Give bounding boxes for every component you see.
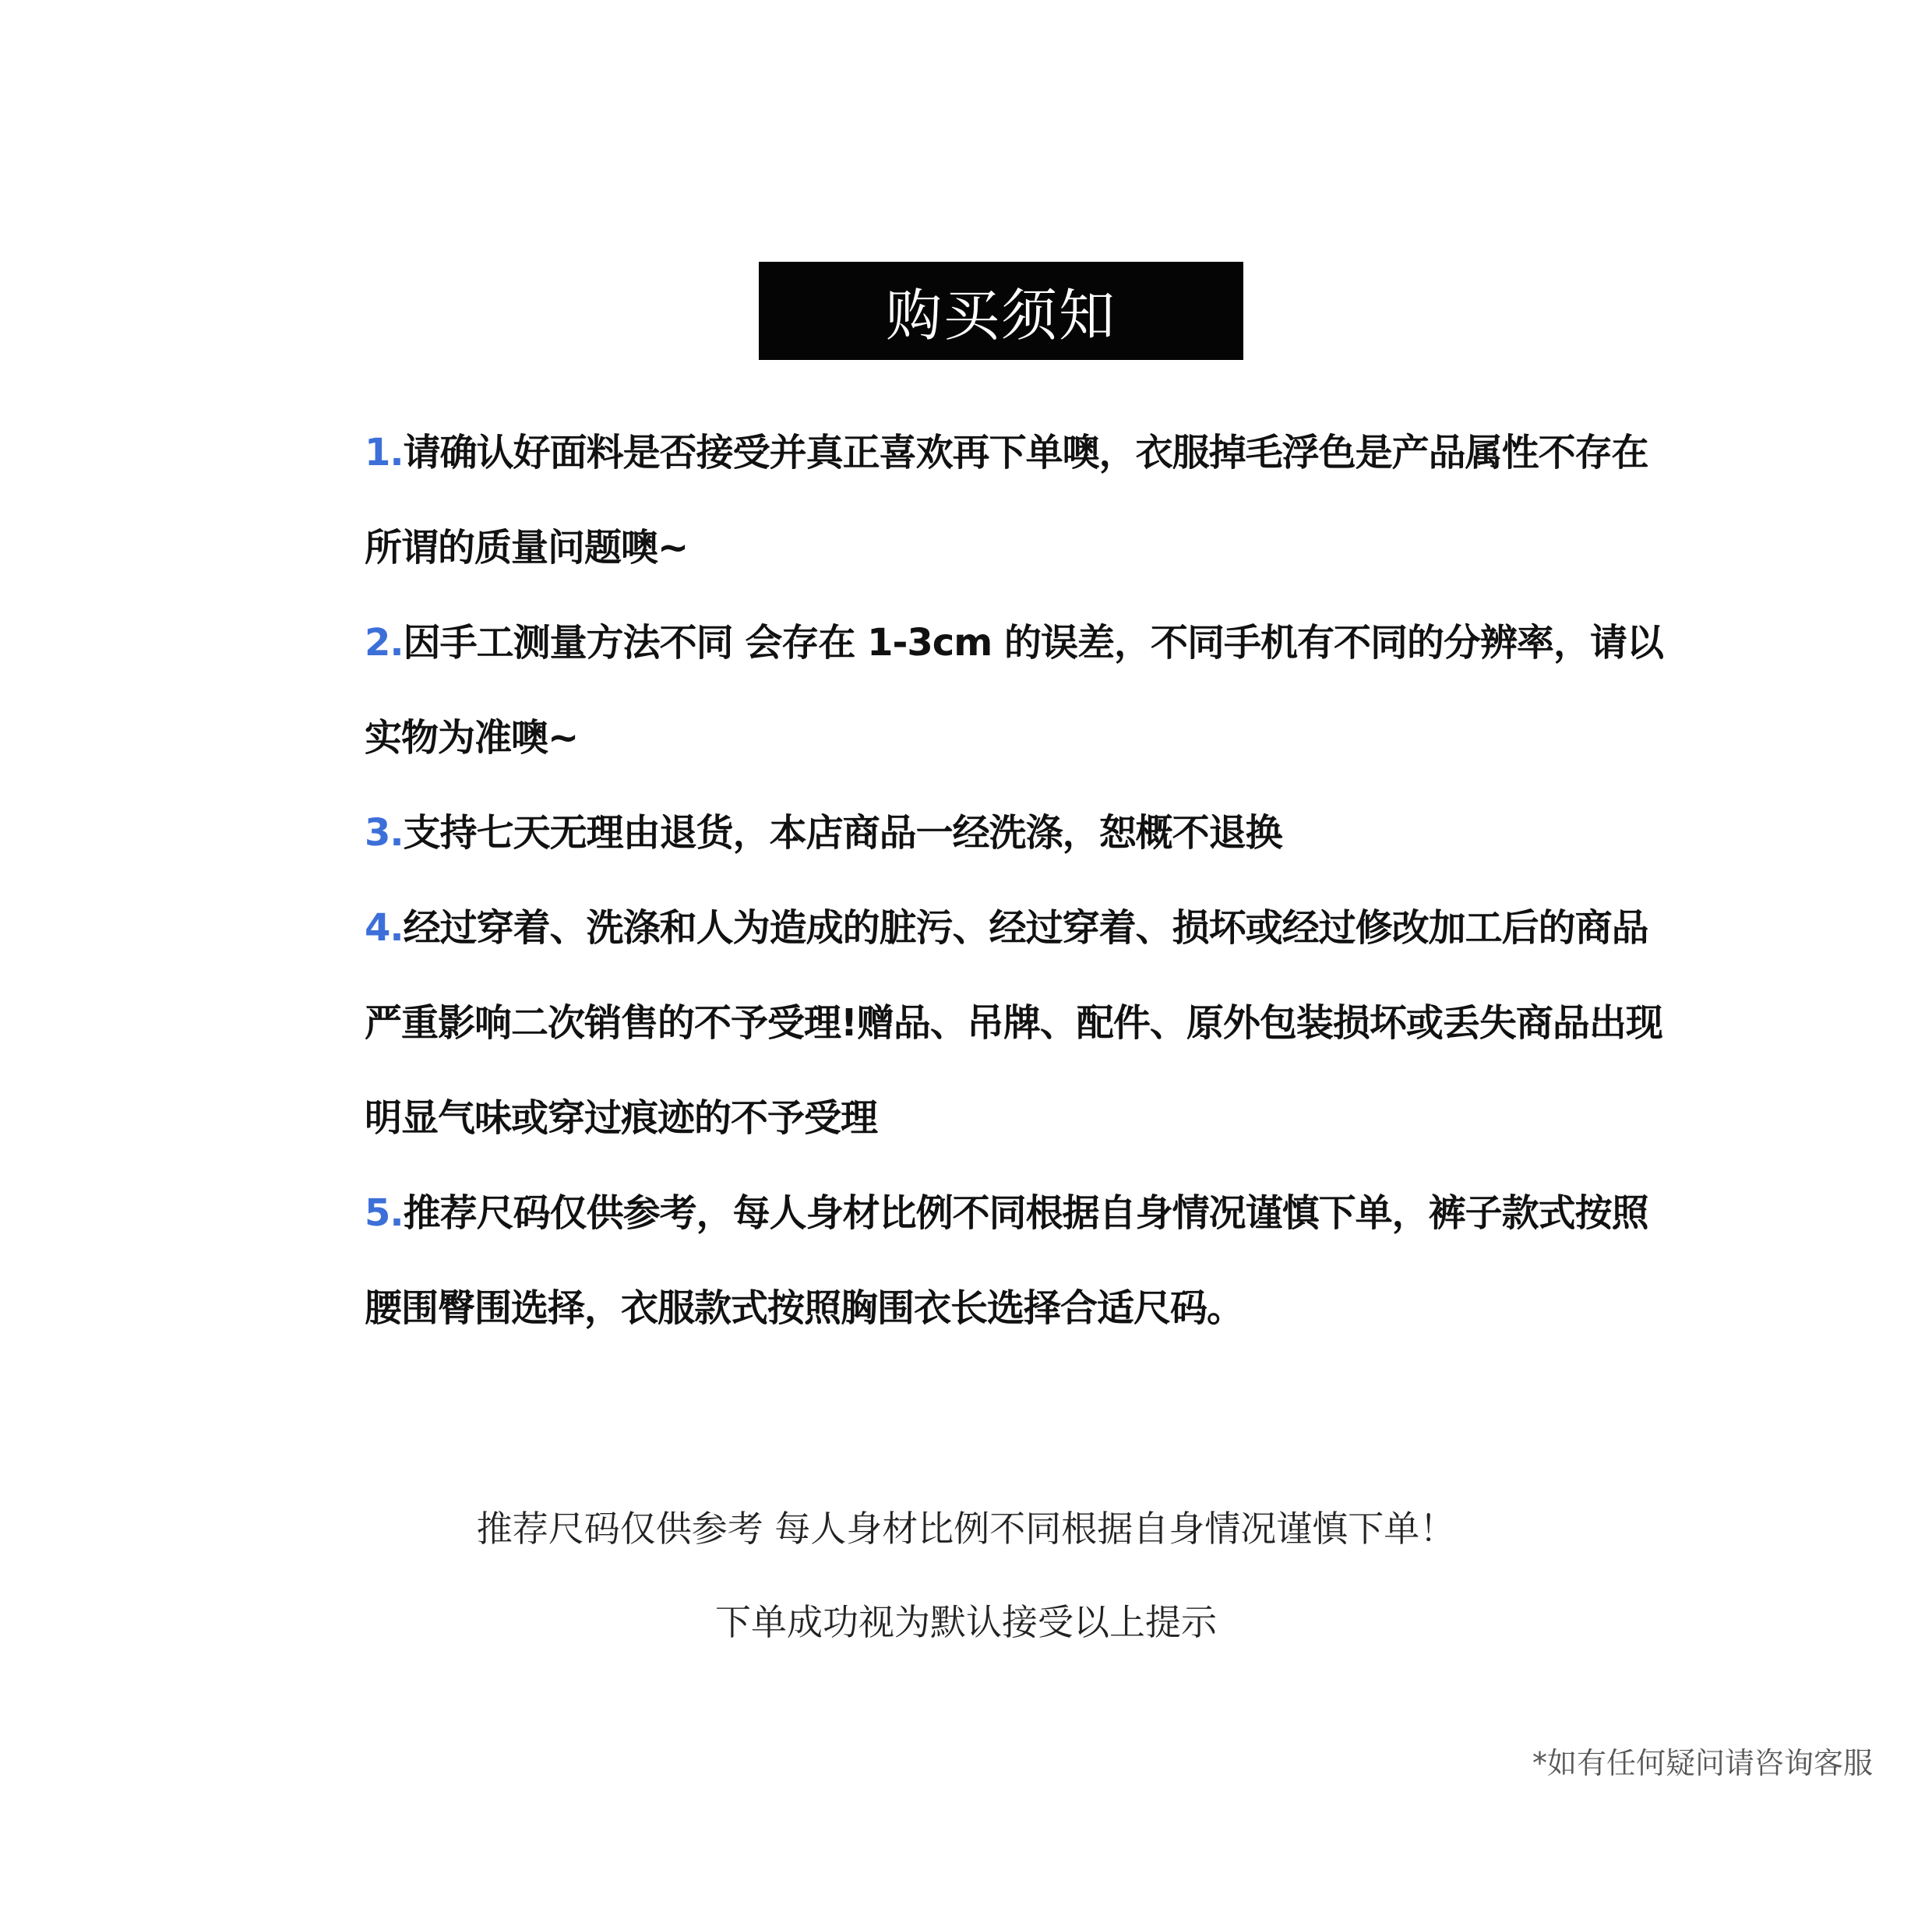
order-acceptance-text: 下单成功视为默认接受以上提示 bbox=[715, 1601, 1217, 1643]
note-number: 4. bbox=[365, 906, 404, 950]
title-banner bbox=[759, 262, 1243, 360]
page-title: 购买须知 bbox=[885, 283, 1116, 348]
note-text: 因手工测量方法不同 会存在 1-3cm 的误差，不同手机有不同的分辨率，请以 bbox=[403, 621, 1663, 665]
note-line: 实物为准噢~ bbox=[365, 716, 579, 760]
note-line: 所谓的质量问题噢~ bbox=[365, 526, 689, 570]
note-item-4 bbox=[365, 880, 1662, 1166]
note-line bbox=[365, 405, 1658, 500]
note-line bbox=[365, 595, 1663, 690]
note-text: 支持七天无理由退货，本店商品一经洗涤，恕概不退换 bbox=[403, 811, 1282, 855]
note-number: 3. bbox=[365, 811, 404, 855]
note-number: 2. bbox=[365, 621, 404, 665]
note-line bbox=[365, 1166, 1658, 1261]
note-line: 明显气味或穿过痕迹的不予受理 bbox=[365, 1096, 878, 1140]
size-reminder-text: 推荐尺码仅供参考 每人身材比例不同根据自身情况谨慎下单！ bbox=[476, 1508, 1456, 1550]
note-line: 严重影响二次销售的不予受理!赠品、吊牌、配件、原外包装损坏或丢失商品出现 bbox=[365, 1001, 1662, 1045]
note-number: 5. bbox=[365, 1191, 404, 1235]
note-item-5 bbox=[365, 1166, 1658, 1356]
note-item-2 bbox=[365, 595, 1663, 785]
customer-service-footnote: *如有任何疑问请咨询客服 bbox=[1532, 1746, 1873, 1780]
note-item-1 bbox=[365, 405, 1658, 595]
note-line bbox=[365, 880, 1658, 975]
note-text: 推荐尺码仅供参考，每人身材比例不同根据自身情况谨慎下单，裤子款式按照 bbox=[403, 1191, 1648, 1235]
note-line: 腰围臀围选择，衣服款式按照胸围衣长选择合适尺码。 bbox=[365, 1286, 1244, 1330]
note-line bbox=[365, 785, 1658, 880]
note-text: 经过穿着、洗涤和人为造成的脏污、经过穿着、损坏或经过修改加工后的商品 bbox=[403, 906, 1648, 950]
note-number: 1. bbox=[365, 431, 404, 474]
note-text: 请确认好面料是否接受并真正喜欢再下单噢，衣服掉毛浮色是产品属性不存在 bbox=[403, 431, 1648, 474]
purchase-notes-list bbox=[365, 405, 1663, 1356]
note-item-3 bbox=[365, 785, 1658, 880]
